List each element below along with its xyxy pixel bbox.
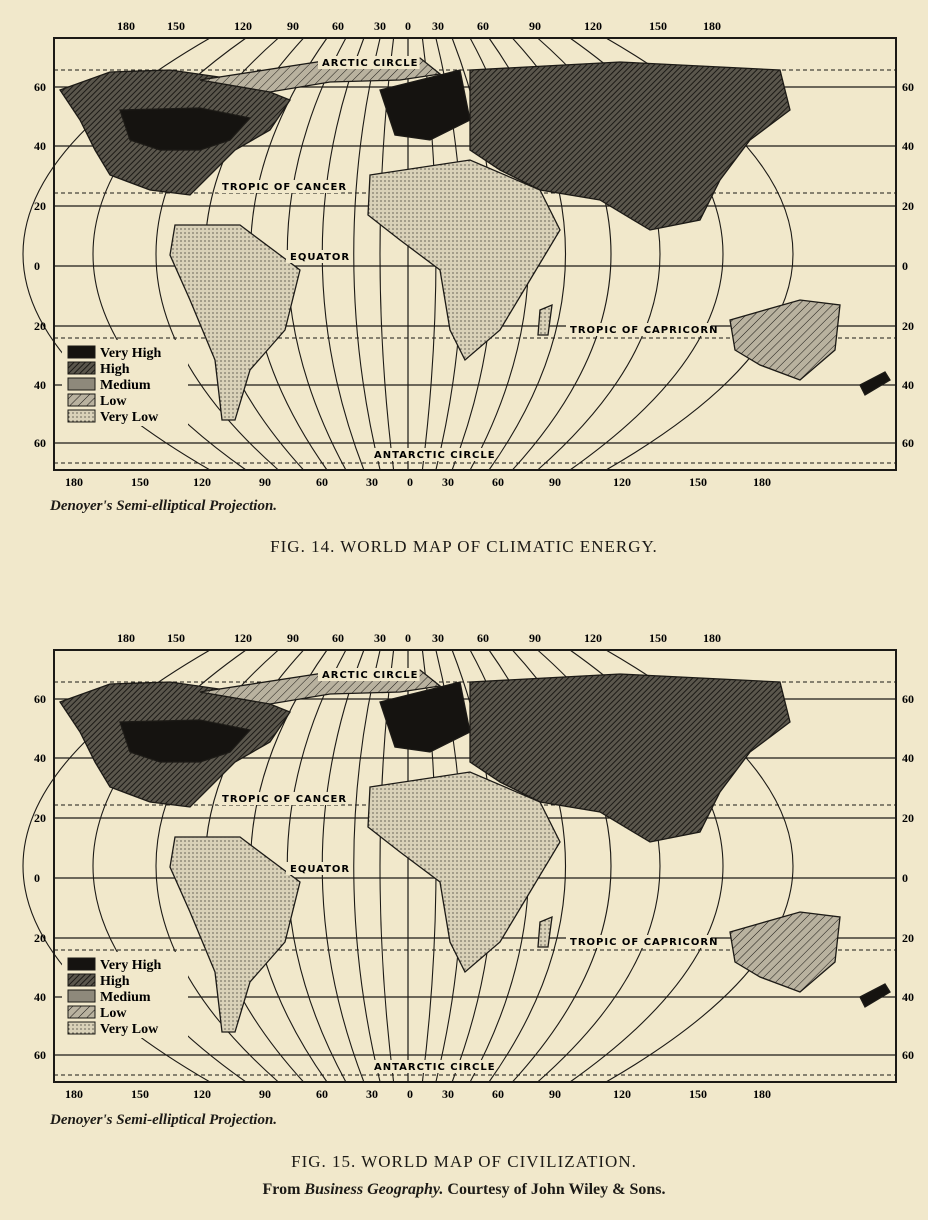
latitude-tick-label: 20 [34, 811, 46, 825]
longitude-tick-label: 60 [492, 1087, 504, 1101]
longitude-tick-label: 90 [529, 631, 541, 645]
longitude-tick-label: 90 [287, 19, 299, 33]
legend-swatch [68, 958, 95, 970]
longitude-tick-label: 30 [432, 19, 444, 33]
latitude-tick-label: 20 [34, 319, 46, 333]
legend-swatch [68, 410, 95, 422]
legend-label: Low [100, 1006, 127, 1021]
latitude-tick-label: 20 [902, 199, 914, 213]
arctic-circle-label: ARCTIC CIRCLE [322, 670, 419, 681]
latitude-tick-label: 20 [34, 931, 46, 945]
longitude-tick-label: 30 [374, 631, 386, 645]
longitude-tick-label: 30 [442, 1087, 454, 1101]
longitude-tick-label: 180 [65, 1087, 83, 1101]
legend-label: Very Low [100, 1022, 159, 1037]
legend-swatch [68, 394, 95, 406]
longitude-tick-label: 90 [259, 475, 271, 489]
legend-label: Very High [100, 346, 162, 361]
tropic-of-capricorn-label: TROPIC OF CAPRICORN [570, 937, 719, 948]
longitude-tick-label: 150 [167, 19, 185, 33]
longitude-tick-label: 150 [649, 19, 667, 33]
longitude-tick-label: 150 [167, 631, 185, 645]
longitude-tick-label: 150 [689, 475, 707, 489]
longitude-tick-label: 180 [65, 475, 83, 489]
tropic-of-cancer-label: TROPIC OF CANCER [222, 182, 348, 193]
latitude-tick-label: 60 [902, 1048, 914, 1062]
civilization-map [0, 612, 928, 1112]
latitude-tick-label: 60 [34, 80, 46, 94]
latitude-tick-label: 20 [902, 319, 914, 333]
longitude-tick-label: 0 [407, 475, 413, 489]
latitude-tick-label: 40 [902, 751, 914, 765]
longitude-tick-label: 180 [703, 19, 721, 33]
legend-swatch [68, 346, 95, 358]
latitude-tick-label: 40 [902, 139, 914, 153]
latitude-tick-label: 0 [902, 259, 908, 273]
latitude-tick-label: 20 [902, 811, 914, 825]
longitude-tick-label: 90 [549, 1087, 561, 1101]
longitude-tick-label: 90 [287, 631, 299, 645]
longitude-tick-label: 180 [753, 1087, 771, 1101]
longitude-tick-label: 180 [117, 19, 135, 33]
longitude-tick-label: 30 [366, 1087, 378, 1101]
longitude-tick-label: 120 [234, 19, 252, 33]
latitude-tick-label: 40 [902, 990, 914, 1004]
civilization-map-block [0, 612, 928, 1212]
longitude-tick-label: 120 [584, 631, 602, 645]
longitude-tick-label: 0 [407, 1087, 413, 1101]
legend-swatch [68, 990, 95, 1002]
longitude-tick-label: 30 [366, 475, 378, 489]
longitude-tick-label: 90 [529, 19, 541, 33]
climatic-energy-map [0, 0, 928, 500]
projection-note: Denoyer's Semi-elliptical Projection. [50, 1112, 278, 1128]
longitude-tick-label: 30 [374, 19, 386, 33]
latitude-tick-label: 60 [34, 692, 46, 706]
credit-suffix: Courtesy of John Wiley & Sons. [443, 1181, 666, 1198]
longitude-tick-label: 60 [492, 475, 504, 489]
tropic-of-capricorn-label: TROPIC OF CAPRICORN [570, 325, 719, 336]
longitude-tick-label: 60 [332, 631, 344, 645]
latitude-tick-label: 60 [902, 80, 914, 94]
longitude-tick-label: 120 [584, 19, 602, 33]
longitude-tick-label: 120 [613, 475, 631, 489]
longitude-tick-label: 60 [316, 1087, 328, 1101]
longitude-tick-label: 180 [117, 631, 135, 645]
credit-prefix: From [262, 1181, 305, 1198]
latitude-tick-label: 0 [34, 259, 40, 273]
longitude-tick-label: 120 [234, 631, 252, 645]
legend-label: Low [100, 394, 127, 409]
climatic-energy-map-block [0, 0, 928, 600]
latitude-tick-label: 0 [34, 871, 40, 885]
legend-swatch [68, 1006, 95, 1018]
latitude-tick-label: 40 [34, 751, 46, 765]
longitude-tick-label: 180 [703, 631, 721, 645]
longitude-tick-label: 60 [332, 19, 344, 33]
legend-label: Medium [100, 990, 151, 1005]
latitude-tick-label: 60 [34, 436, 46, 450]
legend-swatch [68, 974, 95, 986]
latitude-tick-label: 60 [902, 692, 914, 706]
credit-line [0, 1181, 928, 1199]
arctic-circle-label: ARCTIC CIRCLE [322, 58, 419, 69]
latitude-tick-label: 40 [34, 139, 46, 153]
longitude-tick-label: 0 [405, 631, 411, 645]
longitude-tick-label: 30 [442, 475, 454, 489]
antarctic-circle-label: ANTARCTIC CIRCLE [374, 450, 496, 461]
legend-label: High [100, 362, 130, 377]
legend-swatch [68, 378, 95, 390]
longitude-tick-label: 150 [689, 1087, 707, 1101]
legend-label: Very Low [100, 410, 159, 425]
legend-label: High [100, 974, 130, 989]
longitude-tick-label: 180 [753, 475, 771, 489]
projection-note: Denoyer's Semi-elliptical Projection. [50, 498, 278, 514]
longitude-tick-label: 0 [405, 19, 411, 33]
latitude-tick-label: 0 [902, 871, 908, 885]
latitude-tick-label: 20 [34, 199, 46, 213]
longitude-tick-label: 150 [131, 475, 149, 489]
longitude-tick-label: 90 [549, 475, 561, 489]
longitude-tick-label: 150 [131, 1087, 149, 1101]
figure-caption: FIG. 15. WORLD MAP OF CIVILIZATION. [291, 1152, 637, 1171]
legend-label: Medium [100, 378, 151, 393]
longitude-tick-label: 150 [649, 631, 667, 645]
latitude-tick-label: 20 [902, 931, 914, 945]
legend-swatch [68, 1022, 95, 1034]
longitude-tick-label: 60 [477, 19, 489, 33]
legend-swatch [68, 362, 95, 374]
longitude-tick-label: 120 [193, 475, 211, 489]
antarctic-circle-label: ANTARCTIC CIRCLE [374, 1062, 496, 1073]
latitude-tick-label: 40 [34, 378, 46, 392]
tropic-of-cancer-label: TROPIC OF CANCER [222, 794, 348, 805]
longitude-tick-label: 60 [477, 631, 489, 645]
latitude-tick-label: 60 [34, 1048, 46, 1062]
longitude-tick-label: 120 [613, 1087, 631, 1101]
latitude-tick-label: 60 [902, 436, 914, 450]
legend-label: Very High [100, 958, 162, 973]
longitude-tick-label: 30 [432, 631, 444, 645]
latitude-tick-label: 40 [902, 378, 914, 392]
equator-label: EQUATOR [290, 252, 351, 263]
latitude-tick-label: 40 [34, 990, 46, 1004]
longitude-tick-label: 120 [193, 1087, 211, 1101]
longitude-tick-label: 90 [259, 1087, 271, 1101]
figure-caption: FIG. 14. WORLD MAP OF CLIMATIC ENERGY. [270, 537, 658, 556]
credit-book: Business Geography. [304, 1181, 444, 1198]
longitude-tick-label: 60 [316, 475, 328, 489]
equator-label: EQUATOR [290, 864, 351, 875]
